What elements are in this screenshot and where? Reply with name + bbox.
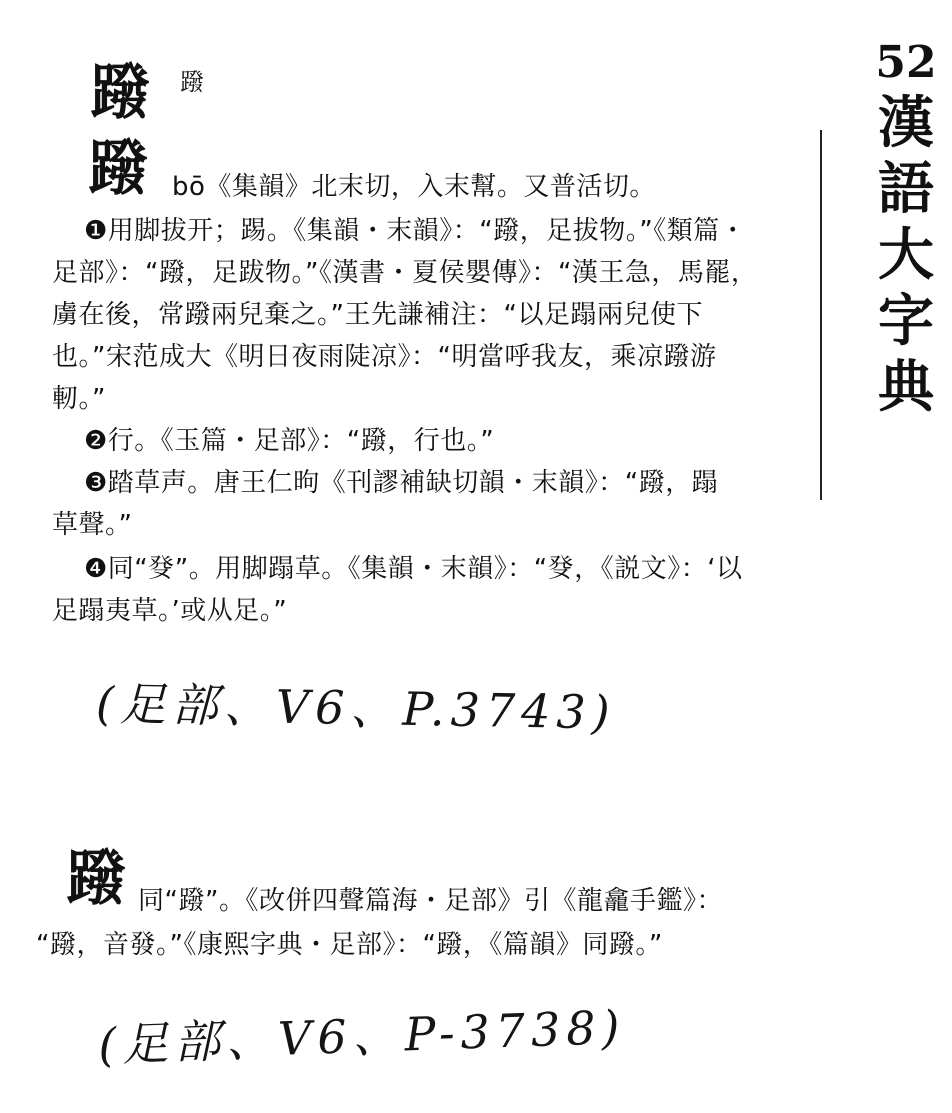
title-char: 典	[878, 354, 934, 420]
page-number: 52	[875, 37, 937, 88]
title-char: 語	[878, 156, 934, 222]
title-char: 字	[878, 288, 934, 354]
definition-line: ❶用脚拔开；踢。《集韻・末韻》：“蹳，足拔物。”《類篇・	[84, 216, 747, 246]
definition-line: 虜在後，常蹳兩兒棄之。”王先謙補注：“以足蹋兩兒使下	[52, 300, 703, 330]
definition-line: 也。”宋范成大《明日夜雨陡凉》：“明當呼我友，乘凉蹳游	[52, 342, 717, 372]
handwritten-note: (足部、V6、P.3743)	[95, 676, 617, 740]
definition-line: “蹳，音發。”《康熙字典・足部》：“蹳，《篇韻》同蹳。”	[36, 930, 663, 960]
handwritten-note: (足部、V6、P-3738)	[97, 999, 627, 1073]
definition-line: 草聲。”	[52, 510, 133, 540]
definition-line: ❹同“癹”。用脚蹋草。《集韻・末韻》：“癹，《説文》：‘以	[84, 554, 743, 584]
definition-line: 足蹋夷草。’或从足。”	[52, 596, 288, 626]
title-char: 漢	[878, 90, 934, 156]
definition-line: 同“蹳”。《改併四聲篇海・足部》引《龍龕手鑑》：	[138, 886, 723, 916]
dictionary-title	[866, 36, 946, 420]
headword-seal: 蹳	[90, 58, 150, 128]
definition-line: 軔。”	[52, 384, 106, 414]
headword: 蹳	[66, 844, 126, 914]
definition-line: 足部》：“蹳，足跋物。”《漢書・夏侯嬰傳》：“漢王急，馬罷，	[52, 258, 758, 288]
headword: 蹳	[88, 134, 148, 204]
pronunciation-line: bō《集韻》北末切，入末幫。又普活切。	[172, 172, 656, 202]
headword-variant: 蹳	[180, 68, 204, 96]
definition-line: ❸踏草声。唐王仁昫《刊謬補缺切韻・末韻》：“蹳，蹋	[84, 468, 719, 498]
definition-line: ❷行。《玉篇・足部》：“蹳，行也。”	[84, 426, 495, 456]
scan-border-line	[820, 130, 822, 500]
title-char: 大	[878, 222, 934, 288]
